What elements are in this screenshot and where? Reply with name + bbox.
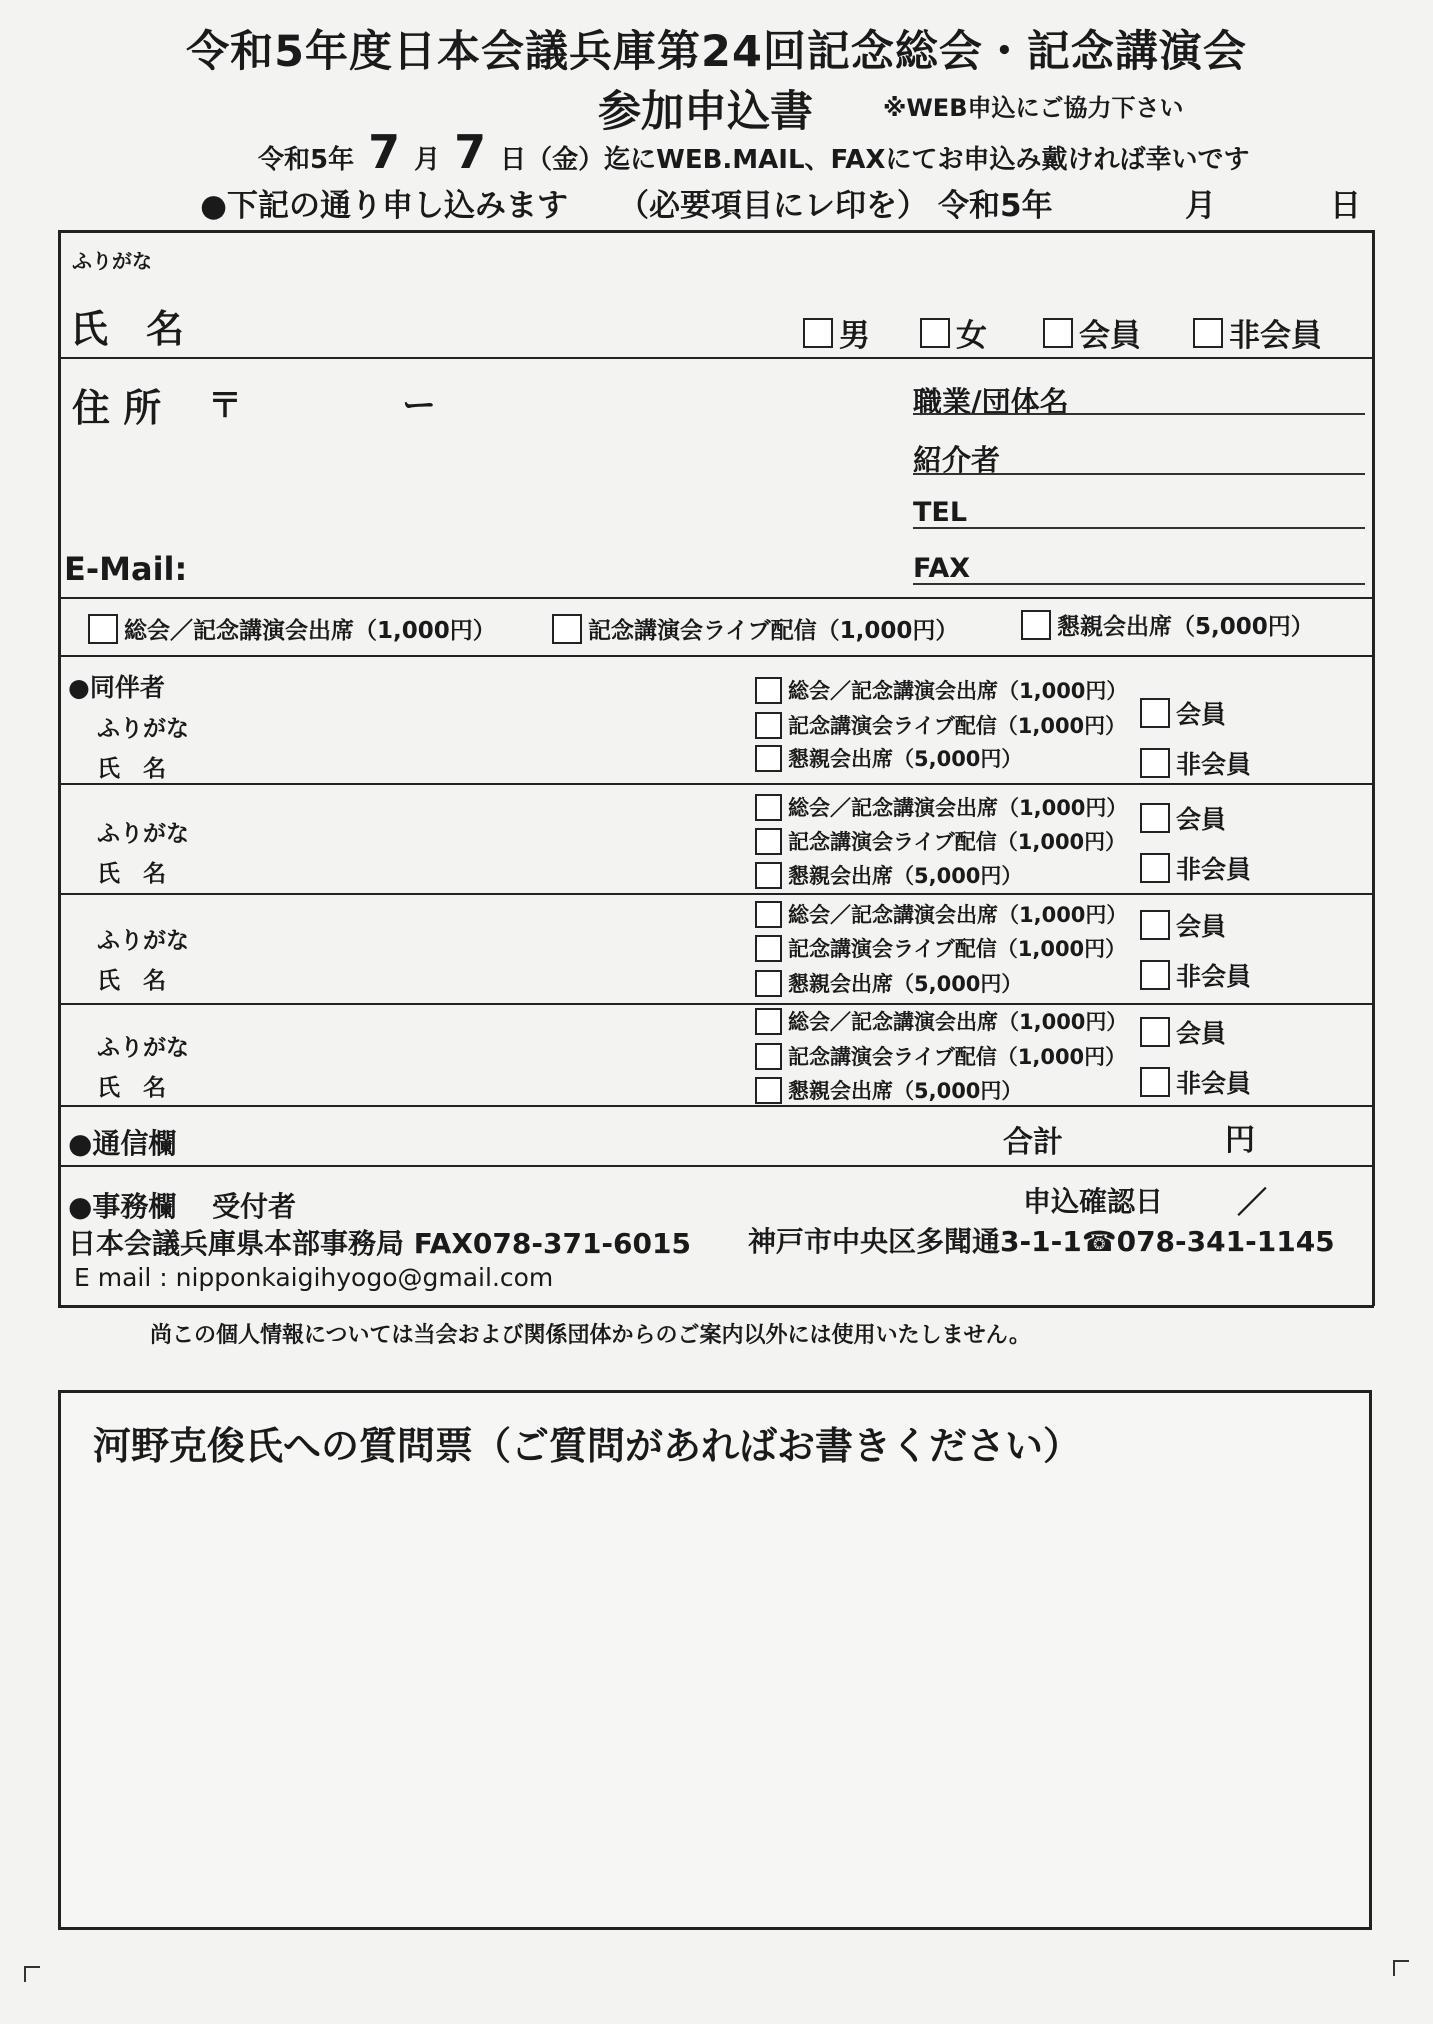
divider-attendance: [58, 655, 1374, 657]
companion-1-name: 氏 名: [97, 756, 166, 782]
companion-2-meeting-checkbox[interactable]: [755, 794, 782, 821]
companion-3-party-checkbox[interactable]: [755, 970, 782, 997]
companion-2-non-member[interactable]: 非会員: [1140, 850, 1251, 886]
companion-2-furigana: ふりがな: [97, 821, 189, 847]
office-address-line: [748, 1220, 1335, 1260]
non-member-option[interactable]: 非会員: [1193, 310, 1322, 355]
form-border-top: [58, 230, 1374, 233]
date-day-label: 日: [1330, 188, 1361, 224]
form-border-left: [58, 230, 61, 1306]
confirm-date-slash: ／: [1237, 1186, 1267, 1221]
female-checkbox[interactable]: [920, 318, 950, 348]
companion-4-member-checkbox[interactable]: [1140, 1017, 1170, 1047]
companion-3-party[interactable]: 懇親会出席（5,000円）: [755, 968, 1022, 998]
postal-mark: 〒: [208, 386, 242, 426]
companion-4-member[interactable]: 会員: [1140, 1014, 1226, 1050]
fax-line[interactable]: [913, 583, 1365, 585]
companion-3-non-member[interactable]: 非会員: [1140, 957, 1251, 993]
attend-meeting-option[interactable]: 総会／記念講演会出席（1,000円）: [88, 612, 496, 645]
companion-3-live[interactable]: 記念講演会ライブ配信（1,000円）: [755, 933, 1126, 963]
fax-label: FAX: [913, 553, 971, 584]
receiver-label: 受付者: [212, 1190, 297, 1223]
companion-1-non-member-checkbox[interactable]: [1140, 748, 1170, 778]
divider-communication: [58, 1165, 1374, 1167]
divider-companion-3: [58, 1003, 1374, 1005]
companion-1-meeting[interactable]: 総会／記念講演会出席（1,000円）: [755, 675, 1127, 705]
date-era: 令和5年: [938, 188, 1053, 224]
companion-4-live-checkbox[interactable]: [755, 1043, 782, 1070]
form-subtitle: 参加申込書: [598, 87, 813, 137]
tel-label: TEL: [913, 497, 968, 528]
companion-1-non-member[interactable]: 非会員: [1140, 745, 1251, 781]
companion-4-non-member-checkbox[interactable]: [1140, 1067, 1170, 1097]
corner-mark-right: [1393, 1960, 1409, 1976]
office-phone: 078-341-1145: [1116, 1225, 1335, 1258]
companion-3-meeting-checkbox[interactable]: [755, 901, 782, 928]
divider-address: [58, 597, 1374, 599]
question-box[interactable]: [58, 1390, 1372, 1930]
companion-2-party[interactable]: 懇親会出席（5,000円）: [755, 860, 1022, 890]
companion-2-meeting[interactable]: 総会／記念講演会出席（1,000円）: [755, 792, 1127, 822]
divider-companion-2: [58, 893, 1374, 895]
yen-label: 円: [1225, 1123, 1255, 1158]
introducer-label: 紹介者: [913, 443, 1001, 477]
companion-4-non-member[interactable]: 非会員: [1140, 1064, 1251, 1100]
companion-2-name: 氏 名: [97, 861, 166, 887]
introducer-line[interactable]: [913, 473, 1365, 475]
companion-2-member-checkbox[interactable]: [1140, 803, 1170, 833]
deadline-era: 令和5年: [258, 145, 355, 175]
companion-1-member[interactable]: 会員: [1140, 695, 1226, 731]
request-line: ●下記の通り申し込みます: [200, 188, 569, 224]
companion-3-non-member-checkbox[interactable]: [1140, 960, 1170, 990]
companion-1-meeting-checkbox[interactable]: [755, 677, 782, 704]
name-label: 氏 名: [70, 307, 185, 351]
form-border-bottom: [58, 1305, 1374, 1308]
divider-name: [58, 357, 1374, 359]
companion-3-meeting[interactable]: 総会／記念講演会出席（1,000円）: [755, 899, 1127, 929]
companion-2-non-member-checkbox[interactable]: [1140, 853, 1170, 883]
member-option[interactable]: 会員: [1043, 310, 1141, 355]
deadline-day: 7: [454, 125, 487, 179]
attend-meeting-checkbox[interactable]: [88, 614, 118, 644]
office-org-fax: 日本会議兵庫県本部事務局 FAX078-371-6015: [68, 1227, 691, 1260]
companion-4-meeting[interactable]: 総会／記念講演会出席（1,000円）: [755, 1006, 1127, 1036]
address-label: 住 所: [72, 386, 162, 430]
companion-4-meeting-checkbox[interactable]: [755, 1008, 782, 1035]
deadline-line: [258, 125, 1250, 179]
request-note: （必要項目にレ印を）: [618, 188, 928, 224]
phone-icon: ☎: [1081, 1225, 1117, 1258]
companion-header: ●同伴者: [68, 673, 165, 702]
gender-male-option[interactable]: 男: [803, 310, 870, 355]
office-label: ●事務欄: [68, 1190, 177, 1223]
companion-3-member-checkbox[interactable]: [1140, 910, 1170, 940]
office-address: 神戸市中央区多聞通3-1-1: [748, 1225, 1082, 1258]
companion-4-furigana: ふりがな: [97, 1035, 189, 1061]
companion-3-live-checkbox[interactable]: [755, 935, 782, 962]
occupation-line[interactable]: [913, 413, 1365, 415]
companion-1-live[interactable]: 記念講演会ライブ配信（1,000円）: [755, 710, 1126, 740]
companion-3-furigana: ふりがな: [97, 928, 189, 954]
question-title: 河野克俊氏への質問票（ご質問があればお書きください）: [93, 1424, 1082, 1468]
date-month-label: 月: [1185, 188, 1216, 224]
form-border-right: [1372, 230, 1375, 1306]
gender-female-option[interactable]: 女: [920, 310, 987, 355]
deadline-month: 7: [368, 125, 401, 179]
attend-party-checkbox[interactable]: [1021, 610, 1051, 640]
companion-4-party[interactable]: 懇親会出席（5,000円）: [755, 1075, 1022, 1105]
member-checkbox[interactable]: [1043, 318, 1073, 348]
office-email[interactable]: E mail : nipponkaigihyogo@gmail.com: [74, 1263, 554, 1292]
companion-1-party-checkbox[interactable]: [755, 745, 782, 772]
companion-1-live-checkbox[interactable]: [755, 712, 782, 739]
companion-4-name: 氏 名: [97, 1075, 166, 1101]
web-note: ※WEB申込にご協力下さい: [883, 94, 1184, 122]
email-label: E-Mail:: [64, 550, 188, 588]
companion-2-party-checkbox[interactable]: [755, 862, 782, 889]
corner-mark-left: [24, 1966, 40, 1982]
total-label: 合計: [1003, 1125, 1063, 1160]
attend-live-option[interactable]: 記念講演会ライブ配信（1,000円）: [552, 612, 958, 645]
companion-3-name: 氏 名: [97, 968, 166, 994]
attend-live-checkbox[interactable]: [552, 614, 582, 644]
deadline-month-unit: 月: [414, 145, 441, 175]
form-title: 令和5年度日本会議兵庫第24回記念総会・記念講演会: [186, 27, 1247, 77]
attend-party-option[interactable]: 懇親会出席（5,000円）: [1021, 608, 1314, 641]
companion-1-member-checkbox[interactable]: [1140, 698, 1170, 728]
privacy-note: 尚この個人情報については当会および関係団体からのご案内以外には使用いたしません。: [150, 1323, 1031, 1348]
companion-4-live[interactable]: 記念講演会ライブ配信（1,000円）: [755, 1041, 1126, 1071]
deadline-text: 日（金）迄にWEB.MAIL、FAXにてお申込み戴ければ幸いです: [500, 145, 1250, 175]
tel-line[interactable]: [913, 527, 1365, 529]
companion-1-party[interactable]: 懇親会出席（5,000円）: [755, 743, 1022, 773]
communication-label: ●通信欄: [68, 1127, 177, 1160]
divider-companion-4: [58, 1105, 1374, 1107]
furigana-label: ふりがな: [72, 249, 152, 273]
non-member-checkbox[interactable]: [1193, 318, 1223, 348]
occupation-label: 職業/団体名: [913, 385, 1069, 419]
male-checkbox[interactable]: [803, 318, 833, 348]
companion-1-furigana: ふりがな: [97, 716, 189, 742]
divider-companion-1: [58, 783, 1374, 785]
companion-2-live-checkbox[interactable]: [755, 828, 782, 855]
companion-3-member[interactable]: 会員: [1140, 907, 1226, 943]
companion-2-live[interactable]: 記念講演会ライブ配信（1,000円）: [755, 826, 1126, 856]
postal-dash: ー: [402, 386, 436, 426]
confirm-date-label: 申込確認日: [1023, 1185, 1164, 1218]
companion-4-party-checkbox[interactable]: [755, 1077, 782, 1104]
companion-2-member[interactable]: 会員: [1140, 800, 1226, 836]
